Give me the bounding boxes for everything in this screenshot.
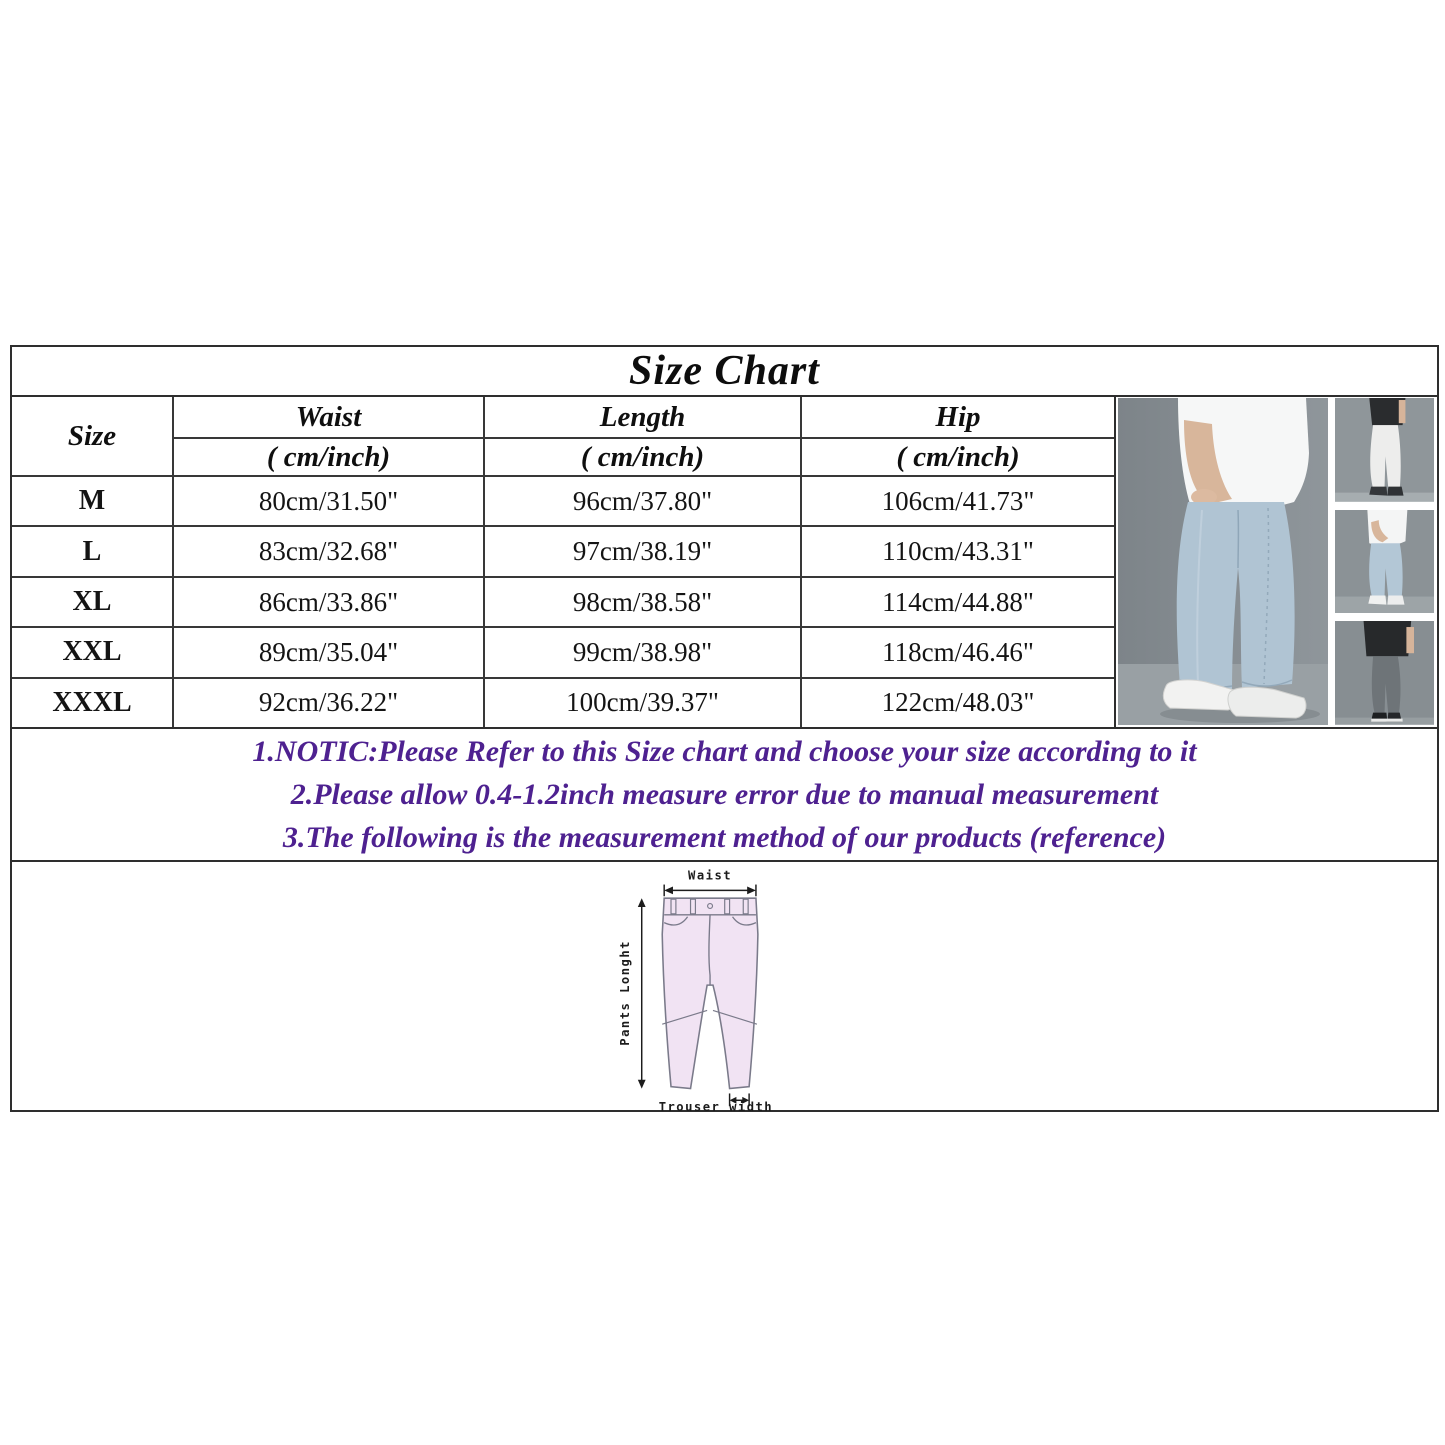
cell-hip: 106cm/41.73"	[881, 485, 1035, 516]
table-header-row	[12, 397, 1114, 477]
size-chart-sheet	[10, 345, 1439, 1112]
table-row	[12, 628, 1114, 678]
pants-diagram-illustration	[610, 866, 815, 1112]
product-photos	[1116, 397, 1437, 727]
thumb2-illustration	[1335, 510, 1434, 614]
header-size-label: Size	[67, 419, 117, 452]
cell-length: 96cm/37.80"	[485, 477, 802, 525]
cell-waist: 92cm/36.22"	[174, 679, 485, 727]
cell-length: 100cm/39.37"	[485, 679, 802, 727]
header-hip	[802, 397, 1114, 475]
header-hip-unit: ( cm/inch)	[896, 440, 1020, 473]
cell-waist: 86cm/33.86"	[174, 578, 485, 626]
notes-section	[12, 729, 1437, 862]
measurement-diagram-section	[12, 862, 1437, 1110]
note-line-3: 3.The following is the measurement method of our products (reference)	[282, 820, 1167, 854]
header-length	[485, 397, 802, 475]
header-size	[12, 397, 174, 475]
header-waist-unit: ( cm/inch)	[266, 440, 391, 473]
cell-hip: 114cm/44.88"	[882, 586, 1034, 617]
thumb3-illustration	[1335, 621, 1434, 725]
cell-hip: 110cm/43.31"	[882, 536, 1034, 567]
cell-size: XL	[12, 578, 174, 626]
page-title: Size Chart	[629, 348, 820, 394]
diagram-pants-length-label: Pants Longht	[618, 940, 633, 1046]
cell-waist: 83cm/32.68"	[174, 527, 485, 575]
title-row	[12, 347, 1437, 397]
product-photo-thumbnails	[1335, 398, 1434, 725]
table-row	[12, 679, 1114, 727]
cell-length: 99cm/38.98"	[485, 628, 802, 676]
header-waist	[174, 397, 485, 475]
thumb1-illustration	[1335, 398, 1434, 502]
product-photo-thumb-grey-pants	[1335, 621, 1434, 725]
diagram-waist-label: Waist	[688, 868, 733, 883]
cell-hip: 118cm/46.46"	[882, 636, 1034, 667]
header-waist-label: Waist	[295, 400, 362, 433]
cell-hip: 122cm/48.03"	[881, 687, 1035, 718]
main-photo-illustration	[1118, 398, 1328, 725]
cell-waist: 89cm/35.04"	[174, 628, 485, 676]
product-photo-main	[1118, 398, 1328, 725]
size-table	[12, 397, 1116, 727]
cell-length: 98cm/38.58"	[485, 578, 802, 626]
product-photo-thumb-blue-jeans	[1335, 510, 1434, 614]
diagram-trouser-width-label: Trouser width	[658, 1100, 774, 1112]
cell-size: XXL	[12, 628, 174, 676]
table-and-photos	[12, 397, 1437, 729]
note-line-1: 1.NOTIC:Please Refer to this Size chart and choose your size according to it	[252, 734, 1197, 768]
table-body	[12, 477, 1114, 727]
header-length-unit: ( cm/inch)	[580, 440, 705, 473]
cell-size: XXXL	[12, 679, 174, 727]
table-row	[12, 477, 1114, 527]
header-length-label: Length	[599, 400, 686, 433]
table-row	[12, 527, 1114, 577]
pants-measurement-diagram	[610, 866, 815, 1112]
cell-size: L	[12, 527, 174, 575]
header-hip-label: Hip	[935, 400, 981, 433]
note-line-2: 2.Please allow 0.4-1.2inch measure error due to manual measurement	[290, 777, 1159, 811]
cell-length: 97cm/38.19"	[485, 527, 802, 575]
table-row	[12, 578, 1114, 628]
product-photo-thumb-white-pants	[1335, 398, 1434, 502]
cell-waist: 80cm/31.50"	[174, 477, 485, 525]
cell-size: M	[12, 477, 174, 525]
